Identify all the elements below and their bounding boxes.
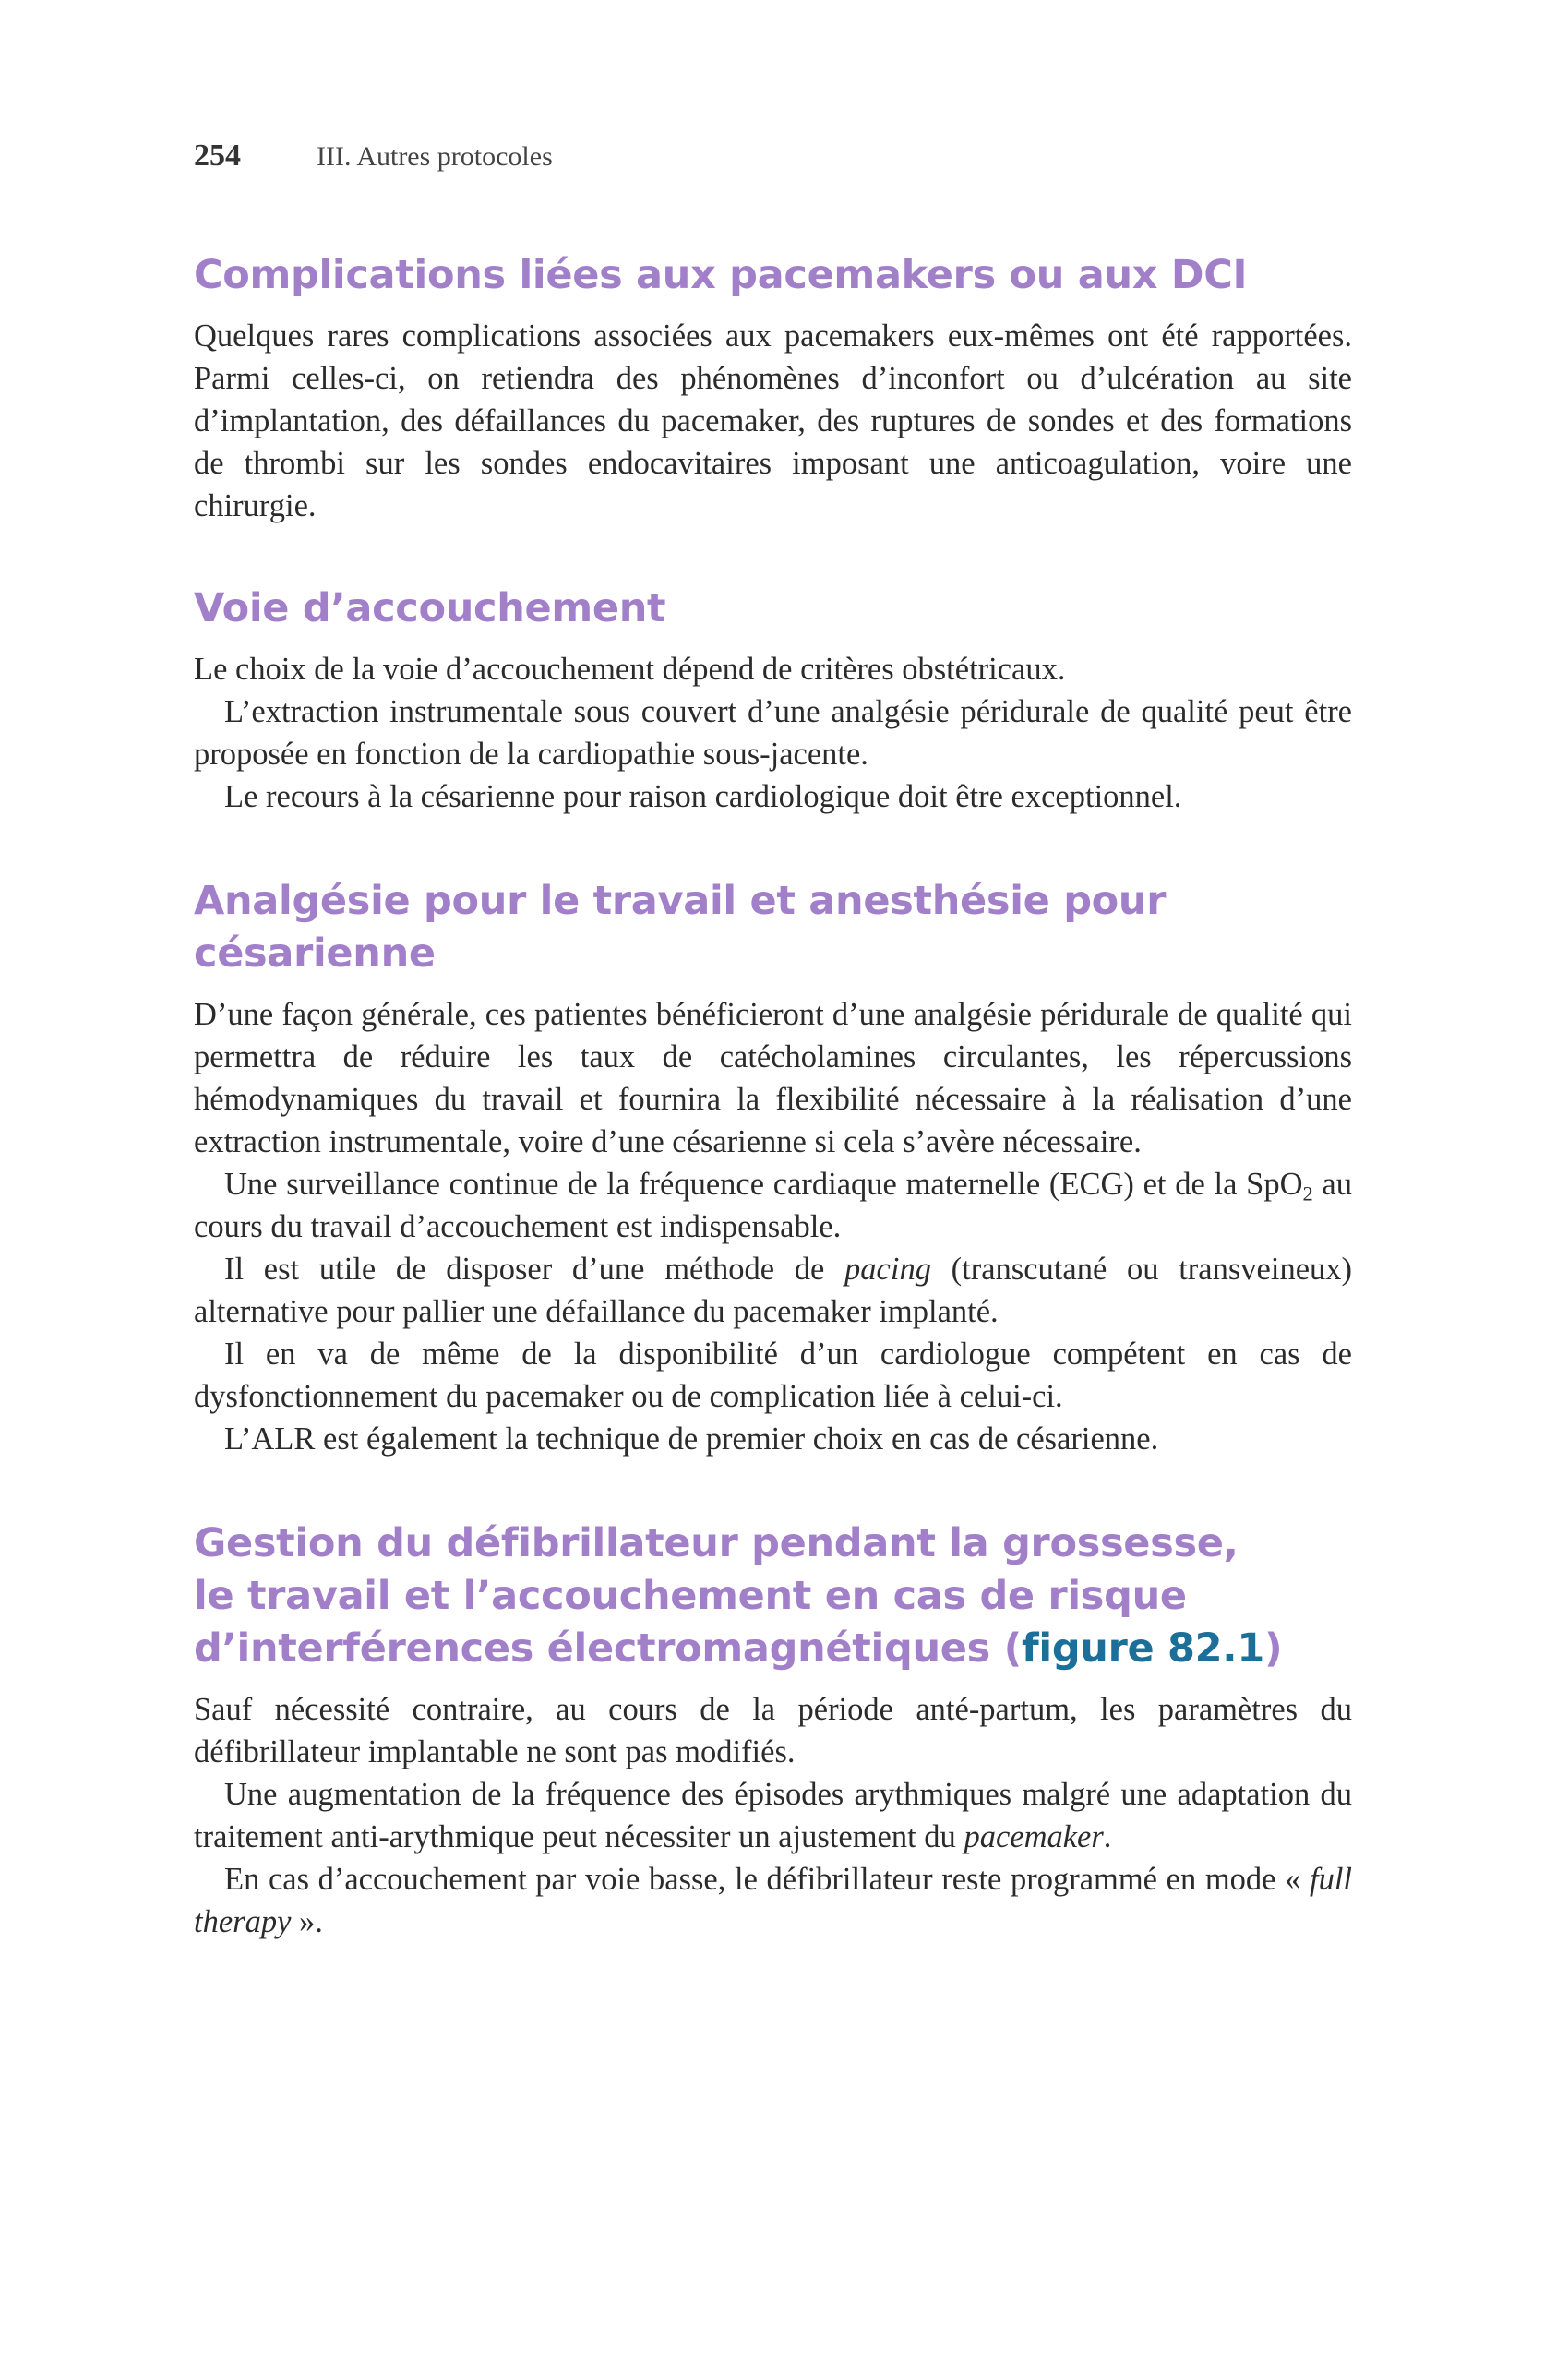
paragraph: Le choix de la voie d’accouchement dépend de critères obstétricaux.: [194, 652, 1066, 687]
title-line: ): [1263, 1625, 1283, 1672]
section-title-gestion-defibrillateur: [194, 1517, 1352, 1675]
section-title-analgesie: [194, 875, 1352, 980]
text-run: au cours du travail d’accouchement est indispensable.: [194, 1167, 1352, 1244]
paragraph: D’une façon générale, ces patientes bénéficieront d’une analgésie péridurale de qualité qui permettra de réduire les taux de catécholamines circulantes, les répercussions hémodynamiques du travail et fournira la flexibilité nécessaire à la réalisation d’une extraction instrumentale, voire d’une césarienne si cela s’avère nécessaire.: [194, 997, 1352, 1159]
italic-term: pacemaker: [964, 1819, 1104, 1854]
page-number: 254: [194, 138, 241, 173]
paragraph: Sauf nécessité contraire, au cours de la période anté-partum, les paramètres du défibrillateur implantable ne sont pas modifiés.: [194, 1692, 1352, 1769]
text-run: En cas d’accouchement par voie basse, le défibrillateur reste programmé en mode «: [224, 1862, 1310, 1897]
paragraph: Le recours à la césarienne pour raison cardiologique doit être exceptionnel.: [224, 779, 1182, 814]
paragraph: [194, 1858, 1352, 1943]
paragraph: [194, 1773, 1352, 1858]
text-run: (transcutané ou transveineux) alternative pour pallier une défaillance du pacemaker implanté.: [194, 1252, 1352, 1329]
paragraph: L’ALR est également la technique de premier choix en cas de césarienne.: [224, 1421, 1159, 1457]
section-title-voie-accouchement: Voie d’accouchement: [194, 585, 666, 631]
paragraph: [194, 1248, 1352, 1333]
title-line: Analgésie pour le travail et anesthésie pour: [194, 878, 1167, 924]
paragraph: L’extraction instrumentale sous couvert d’une analgésie péridurale de qualité peut être proposée en fonction de la cardiopathie sous-jacente.: [194, 694, 1352, 772]
chapter-title: III. Autres protocoles: [317, 141, 553, 172]
text-run: Il est utile de disposer d’une méthode de: [224, 1252, 845, 1287]
figure-reference-link[interactable]: figure 82.1: [1021, 1625, 1264, 1672]
italic-term: full therapy: [194, 1862, 1352, 1939]
title-line: césarienne: [194, 930, 436, 977]
text-run: Une augmentation de la fréquence des épisodes arythmiques malgré une adaptation du traitement anti-arythmique peut nécessiter un ajustement du: [194, 1777, 1352, 1854]
paragraph: Quelques rares complications associées aux pacemakers eux-mêmes ont été rapportées. Parmi celles-ci, on retiendra des phénomènes d’inconfort ou d’ulcération au site d’implantation, des défaillances du pacemaker, des ruptures de sondes et des formations de thrombi sur les sondes endocavitaires imposant une anticoagulation, voire une chirurgie.: [194, 318, 1352, 523]
italic-term: pacing: [844, 1252, 931, 1287]
title-line: Gestion du défibrillateur pendant la grossesse,: [194, 1520, 1239, 1566]
section-title-complications: Complications liées aux pacemakers ou aux DCI: [194, 252, 1248, 298]
subscript: 2: [1302, 1182, 1313, 1205]
paragraph: Il en va de même de la disponibilité d’un cardiologue compétent en cas de dysfonctionnement du pacemaker ou de complication liée à celui-ci.: [194, 1337, 1352, 1414]
title-line: d’interférences électromagnétiques (: [194, 1625, 1022, 1672]
running-head: [194, 138, 1352, 194]
text-run: .: [1103, 1819, 1112, 1854]
paragraph: [194, 1163, 1352, 1248]
title-line: le travail et l’accouchement en cas de risque: [194, 1573, 1187, 1619]
page: [194, 138, 1352, 1943]
text-run: ».: [291, 1904, 323, 1939]
text-run: Une surveillance continue de la fréquence cardiaque maternelle (ECG) et de la SpO: [224, 1167, 1303, 1202]
